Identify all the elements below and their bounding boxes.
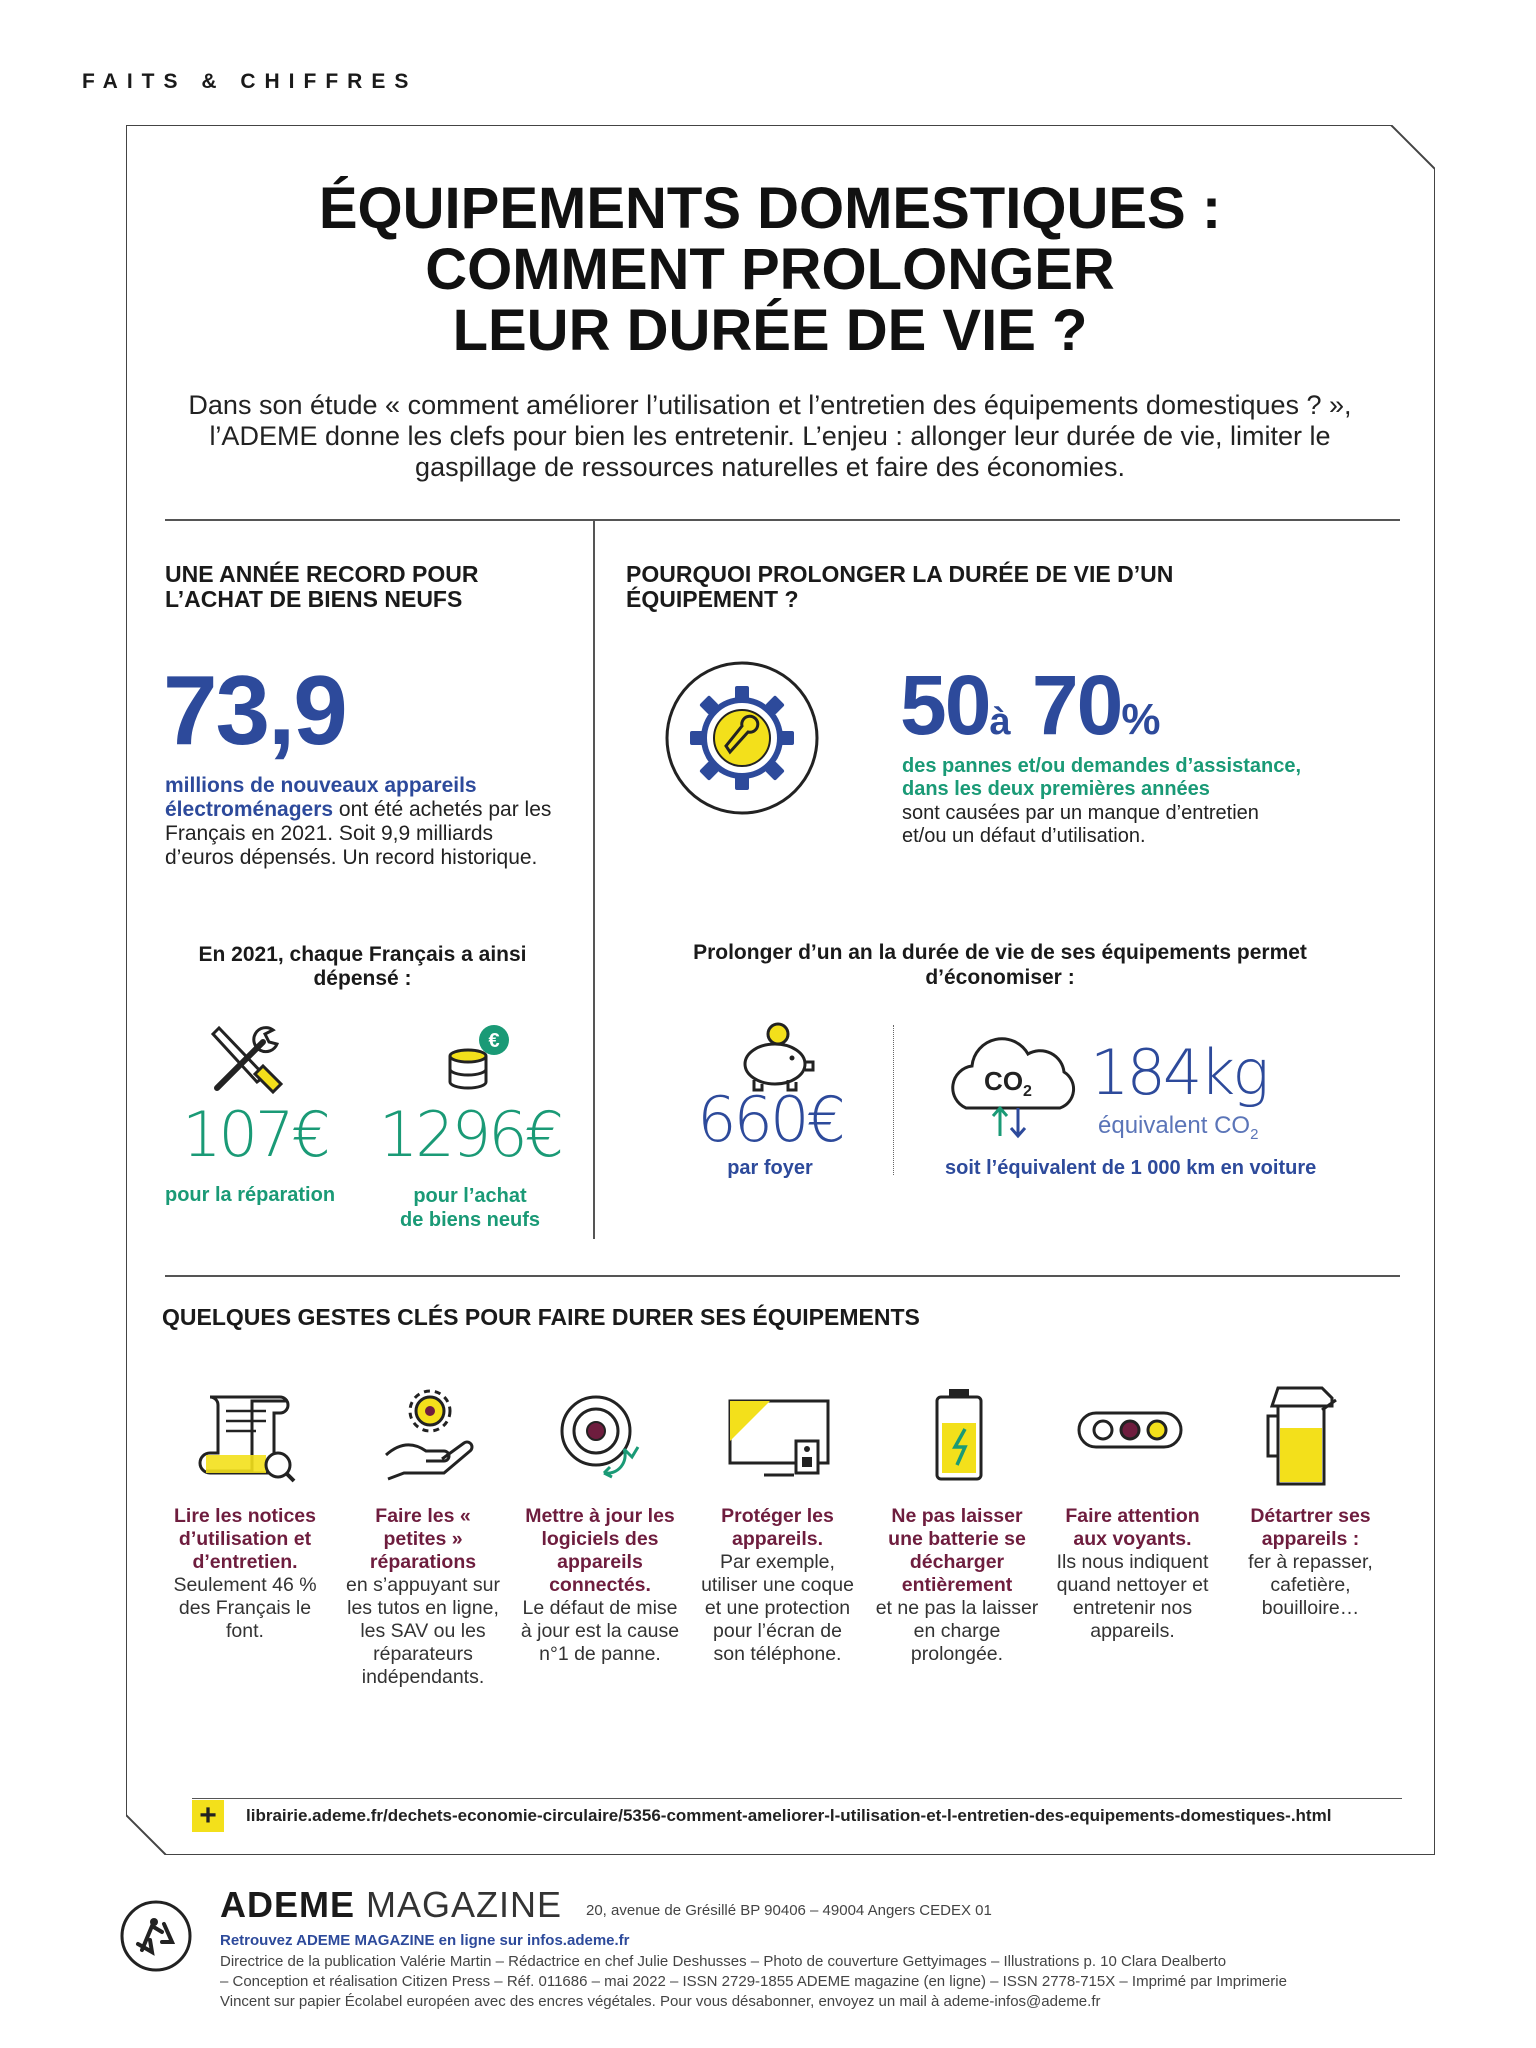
gesture-item-descale: Détartrer ses appareils : fer à repasser, cafetière, bouilloire… [1248,1505,1373,1619]
section-tag: FAITS & CHIFFRES [82,70,418,93]
kettle-jug-icon [1260,1380,1350,1490]
gesture-item-protect: Protéger les appareils. Par exemple, utiliser une coque et une protection pour l’écran de son téléphone. [701,1505,854,1665]
footer-address: 20, avenue de Grésillé BP 90406 – 49004 Angers CEDEX 01 [586,1902,992,1919]
buy-label: pour l’achat de biens neufs [399,1185,541,1231]
buy-value: 1296€ [378,1098,562,1171]
percent-desc: sont causées par un manque d’entretien et/ou un défaut d’utilisation. [902,802,1259,847]
divider-vertical [593,519,595,1239]
main-title: ÉQUIPEMENTS DOMESTIQUES : COMMENT PROLONGER LEUR DURÉE DE VIE ? [318,176,1222,363]
spend-title: En 2021, chaque Français a ainsi dépensé : [198,943,527,990]
repair-value: 107€ [182,1098,328,1171]
repair-hand-icon [380,1385,480,1485]
gesture-item-repairs: Faire les « petites » réparations en s’appuyant sur les tutos en ligne, les SAV ou les réparateurs indépendants. [346,1505,500,1688]
divider-top [165,519,1400,521]
battery-icon [925,1385,995,1485]
gear-wrench-icon [664,660,820,816]
intro-text: Dans son étude « comment améliorer l’utilisation et l’entretien des équipements domestiques ? », l’ADEME donne les clefs pour bien les entretenir. L’enjeu : allonger leur durée de vie, limiter le gaspillage de ressources naturelles et faire des économies. [188,390,1352,482]
co2-equivalent: équivalent $CO_2$ [1098,1112,1259,1143]
appliances-text: millions de nouveaux appareils électroménagers ont été achetés par les Français en 2021. Soit 9,9 milliards d’euros dépensés. Un record historique. [165,774,552,869]
right-heading: POURQUOI PROLONGER LA DURÉE DE VIE D’UN ÉQUIPEMENT ? [626,561,1174,612]
save-divider [893,1025,894,1175]
percent-desc-highlight: des pannes et/ou demandes d’assistance, dans les deux premières années [902,755,1302,800]
gesture-item-battery: Ne pas laisser une batterie se décharger entièrement et ne pas la laisser en charge prolongée. [875,1505,1039,1665]
gesture-item-notices: Lire les notices d’utilisation et d’entretien. Seulement 46 % des Français le font. [173,1505,317,1642]
big-number: 73,9 [163,655,346,765]
footer-brand: ADEME MAGAZINE [220,1884,563,1925]
software-update-icon [552,1385,652,1485]
gesture-item-lights: Faire attention aux voyants. Ils nous indiquent quand nettoyer et entretenir nos appareils. [1056,1505,1209,1642]
save-title: Prolonger d’un an la durée de vie de ses équipements permet d’économiser : [693,941,1307,989]
percent-figure: 50à 70% [900,658,1161,752]
svg-text:€: € [488,1030,500,1052]
gestures-heading: QUELQUES GESTES CLÉS POUR FAIRE DURER SES ÉQUIPEMENTS [162,1304,920,1330]
save-label: par foyer [727,1157,813,1179]
co2-label: soit l’équivalent de 1 000 km en voiture [945,1157,1317,1179]
co2-cloud-icon [938,1030,1088,1140]
left-heading: UNE ANNÉE RECORD POUR L’ACHAT DE BIENS NEUFS [165,561,479,612]
resource-link[interactable]: librairie.ademe.fr/dechets-economie-circulaire/5356-comment-ameliorer-l-utilisation-et-l-entretien-des-equipements-domestiques-.html [246,1806,1332,1825]
divider-middle [165,1275,1400,1277]
footer-online[interactable]: Retrouvez ADEME MAGAZINE en ligne sur infos.ademe.fr [220,1932,630,1949]
protected-screen-icon [724,1395,834,1485]
gesture-item-updates: Mettre à jour les logiciels des appareils connectés. Le défaut de mise à jour est la cause n°1 de panne. [520,1505,680,1665]
co2-badge-text: $CO_2$ [984,1066,1032,1100]
indicator-lights-icon [1075,1405,1185,1455]
footer-credits: Directrice de la publication Valérie Martin – Rédactrice en chef Julie Deshusses – Photo de couverture Gettyimages – Illustrations p. 10 Clara Dealberto – Conception et réalisation Citizen Press – Réf. 011686 – mai 2022 – ISSN 2729-1855 ADEME magazine (en ligne) – ISSN 2778-715X – Imprimé par Imprimerie Vincent sur papier Écolabel européen avec des encres végétales. Pour vous désabonner, envoyez un mail à ademe-infos@ademe.fr [220,1953,1287,2010]
recycle-logo-icon [118,1898,194,1974]
save-value: 660€ [697,1083,843,1156]
tools-icon [205,1020,285,1100]
notice-scroll-icon [196,1385,296,1485]
coins-euro-icon [438,1018,518,1098]
repair-label: pour la réparation [165,1184,336,1206]
plus-icon: + [192,1800,224,1832]
co2-value: 184kg [1090,1036,1267,1109]
